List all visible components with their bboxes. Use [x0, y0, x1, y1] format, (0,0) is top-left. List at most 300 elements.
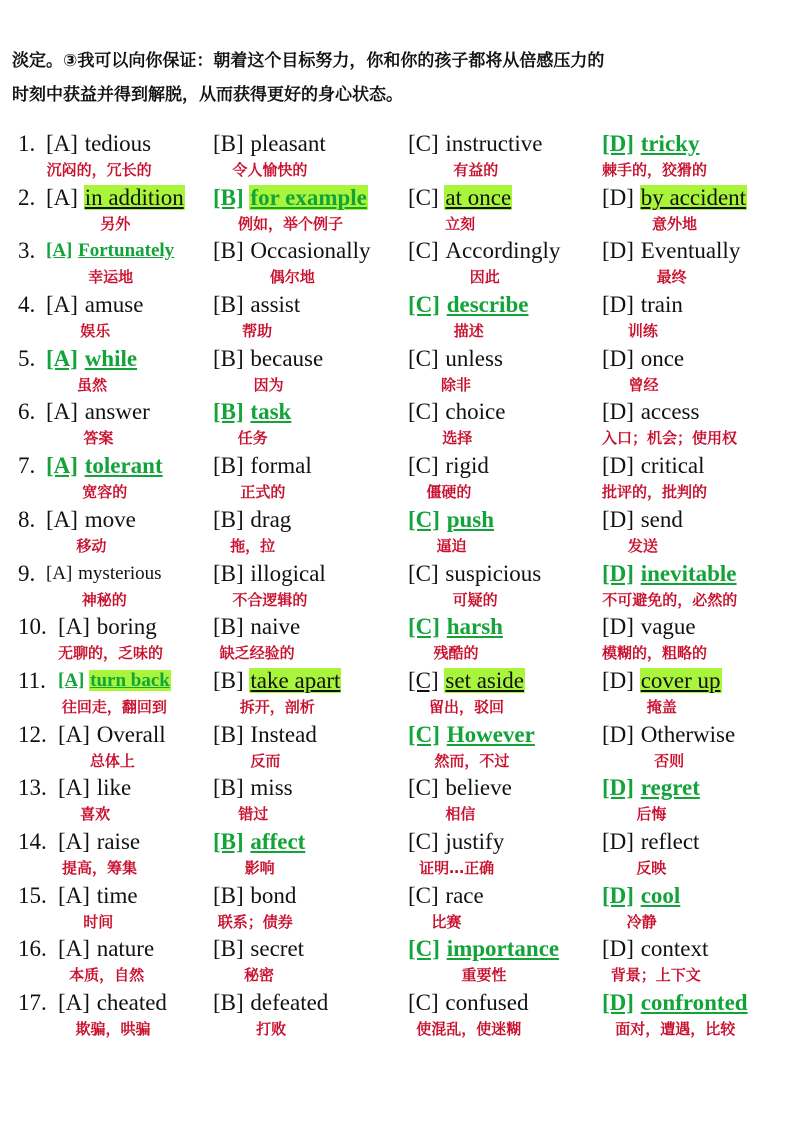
answer-option — [213, 396, 292, 450]
option-word: once — [640, 345, 685, 371]
question-number: 10. — [18, 614, 47, 640]
option-word: send — [640, 506, 683, 532]
chinese-translation: 另外 — [100, 214, 131, 233]
option-word: reflect — [640, 828, 700, 854]
question-row — [0, 558, 800, 612]
option-text — [213, 880, 297, 912]
answer-option — [46, 343, 138, 397]
option-word: justify — [445, 828, 505, 854]
option-letter: [A] — [58, 882, 90, 908]
option-letter: [C] — [408, 131, 439, 156]
question-number: 9. — [18, 560, 36, 586]
option-letter: [D] — [602, 345, 634, 371]
option-text — [58, 719, 167, 751]
option-text — [213, 772, 294, 804]
answer-option — [408, 772, 513, 826]
correct-answer — [602, 128, 700, 160]
option-text — [213, 665, 341, 697]
option-word: nature — [96, 936, 155, 962]
option-word: confronted — [640, 990, 748, 1015]
question-row — [0, 933, 800, 987]
option-word: train — [640, 292, 683, 318]
option-letter: [C] — [408, 614, 440, 640]
question-row — [0, 504, 800, 558]
chinese-translation: 移动 — [76, 536, 107, 555]
option-letter: [D] — [602, 292, 634, 318]
chinese-translation: 相信 — [445, 805, 476, 824]
option-word: by accident — [640, 184, 747, 210]
chinese-translation: 往回走，翻回到 — [61, 697, 167, 716]
correct-answer — [46, 235, 175, 267]
option-word: instructive — [445, 131, 543, 156]
option-letter: [C] — [408, 345, 439, 371]
option-letter: [D] — [602, 614, 634, 640]
option-text — [602, 504, 684, 536]
answer-option — [408, 719, 536, 773]
answer-option — [408, 558, 542, 612]
chinese-translation: 缺乏经验的 — [219, 644, 295, 663]
chinese-translation: 神秘的 — [81, 590, 127, 609]
chinese-translation: 拖，拉 — [230, 536, 276, 555]
answer-option — [213, 611, 301, 665]
answer-option — [408, 880, 485, 934]
option-text — [408, 182, 512, 214]
question-number: 13. — [18, 775, 47, 801]
option-word: defeated — [250, 990, 329, 1015]
option-word: Overall — [96, 721, 166, 747]
correct-answer — [602, 880, 681, 912]
correct-answer — [46, 343, 138, 375]
answer-option — [213, 665, 341, 719]
chinese-translation: 否则 — [654, 751, 685, 770]
answer-option — [213, 128, 327, 182]
question-row — [0, 826, 800, 880]
option-word: rigid — [445, 453, 489, 479]
option-text — [46, 396, 151, 428]
answer-option — [602, 933, 709, 987]
answer-option — [602, 182, 747, 236]
option-text — [213, 128, 327, 160]
question-number: 15. — [18, 882, 47, 908]
correct-answer — [58, 665, 171, 697]
option-word: turn back — [90, 669, 170, 691]
intro-line: 时刻中获益并得到解脱，从而获得更好的身心状态。 — [12, 85, 403, 105]
intro-paragraph — [12, 44, 788, 112]
option-letter: [D] — [602, 238, 634, 264]
question-number: 3. — [18, 238, 36, 264]
chinese-translation: 令人愉快的 — [232, 161, 308, 179]
question-row — [0, 450, 800, 504]
option-text — [46, 182, 185, 214]
option-text — [408, 450, 490, 482]
option-text — [602, 235, 741, 267]
answer-option — [408, 665, 525, 719]
option-word: believe — [445, 775, 512, 801]
chinese-translation: 例如，举个例子 — [237, 214, 343, 233]
intro-line: 淡定。③我可以向你保证：朝着这个目标努力，你和你的孩子都将从倍感压力的 — [12, 51, 605, 71]
chinese-translation: 不合逻辑的 — [232, 590, 308, 609]
chinese-translation: 无聊的，乏味的 — [58, 644, 164, 663]
option-word: Instead — [250, 721, 317, 747]
answer-option — [602, 289, 684, 343]
option-letter: [B] — [213, 506, 244, 532]
option-word: push — [446, 506, 495, 532]
option-word: confused — [445, 990, 529, 1015]
answer-option — [602, 235, 741, 289]
option-text — [408, 396, 506, 428]
option-letter: [D] — [602, 399, 634, 425]
chinese-translation: 本质，自然 — [69, 966, 145, 985]
option-letter: [B] — [213, 667, 244, 693]
option-text — [58, 772, 132, 804]
option-word: harsh — [446, 614, 503, 640]
correct-answer — [46, 450, 164, 482]
chinese-translation: 反映 — [636, 858, 667, 877]
option-letter: [D] — [602, 131, 634, 156]
chinese-translation: 拆开，剖析 — [239, 697, 315, 716]
chinese-translation: 提高，筹集 — [62, 858, 138, 877]
question-row — [0, 772, 800, 826]
chinese-translation: 秘密 — [244, 966, 275, 985]
correct-answer — [408, 289, 529, 321]
option-letter: [D] — [602, 882, 634, 908]
option-word: task — [250, 399, 292, 425]
chinese-translation: 宽容的 — [82, 483, 128, 502]
option-word: choice — [445, 399, 506, 425]
answer-option — [602, 719, 736, 773]
option-letter: [A] — [58, 721, 90, 747]
answer-option — [602, 880, 681, 934]
option-word: mysterious — [78, 562, 162, 584]
option-text — [213, 719, 318, 751]
option-text — [46, 128, 152, 160]
chinese-translation: 总体上 — [89, 751, 135, 770]
chinese-translation: 面对，遭遇，比较 — [615, 1020, 736, 1038]
option-word: tedious — [84, 131, 152, 156]
correct-answer — [408, 611, 504, 643]
answer-option — [46, 235, 175, 289]
chinese-translation: 不可避免的，必然的 — [602, 590, 738, 609]
option-letter: [B] — [213, 292, 244, 318]
option-letter: [A] — [58, 828, 90, 854]
option-letter: [A] — [58, 990, 90, 1015]
option-letter: [C] — [408, 990, 439, 1015]
chinese-translation: 留出，驳回 — [428, 697, 504, 716]
option-word: cool — [640, 882, 681, 908]
option-word: affect — [250, 828, 306, 854]
option-text — [602, 450, 706, 482]
question-number: 7. — [18, 453, 36, 479]
chinese-translation: 残酷的 — [433, 644, 479, 663]
option-letter: [A] — [46, 184, 78, 210]
chinese-translation: 描述 — [453, 322, 484, 341]
answer-option — [213, 880, 297, 934]
question-number: 4. — [18, 292, 36, 318]
chinese-translation: 冷静 — [626, 912, 657, 931]
chinese-translation: 比赛 — [431, 912, 462, 931]
answer-option — [602, 450, 706, 504]
question-row — [0, 880, 800, 934]
chinese-translation: 背景；上下文 — [610, 966, 701, 985]
question-row — [0, 289, 800, 343]
option-text — [408, 987, 529, 1019]
question-row — [0, 611, 800, 665]
option-word: drag — [250, 506, 292, 532]
chinese-translation: 使混乱，使迷糊 — [416, 1020, 522, 1038]
chinese-translation: 因为 — [253, 375, 284, 394]
correct-answer — [213, 826, 306, 858]
option-word: answer — [84, 399, 150, 425]
option-letter: [D] — [602, 560, 634, 586]
option-letter: [A] — [58, 614, 90, 640]
option-text — [213, 504, 292, 536]
option-letter: [D] — [602, 775, 634, 801]
option-letter: [A] — [58, 775, 90, 801]
option-letter: [A] — [46, 453, 78, 479]
question-row — [0, 719, 800, 773]
option-text — [213, 289, 301, 321]
option-letter: [B] — [213, 828, 244, 854]
answer-option — [408, 396, 506, 450]
option-text — [602, 396, 700, 428]
option-letter: [A] — [46, 131, 78, 156]
question-row — [0, 665, 800, 719]
option-word: context — [640, 936, 709, 962]
chinese-translation: 娱乐 — [80, 322, 111, 341]
chinese-translation: 然而，不过 — [434, 751, 510, 770]
chinese-translation: 立刻 — [445, 214, 476, 233]
chinese-translation: 时间 — [83, 912, 114, 931]
answer-option — [408, 504, 495, 558]
option-word: assist — [250, 292, 301, 318]
chinese-translation: 虽然 — [77, 375, 108, 394]
chinese-translation: 沉闷的，冗长的 — [46, 161, 152, 179]
chinese-translation: 因此 — [469, 268, 500, 287]
option-word: amuse — [84, 292, 144, 318]
option-letter: [B] — [213, 990, 244, 1015]
answer-option — [602, 987, 749, 1041]
answer-option — [58, 826, 141, 880]
option-letter: [B] — [213, 184, 244, 210]
correct-answer — [213, 396, 292, 428]
answer-option — [602, 558, 738, 612]
option-text — [408, 128, 544, 160]
answer-option — [408, 289, 529, 343]
option-text — [408, 826, 505, 858]
question-number: 2. — [18, 184, 36, 210]
chinese-translation: 掩盖 — [646, 697, 677, 716]
option-text — [46, 504, 137, 536]
answer-option — [408, 611, 504, 665]
answer-option — [58, 665, 171, 719]
option-word: illogical — [250, 560, 326, 586]
option-letter: [C] — [408, 292, 440, 318]
question-list — [0, 128, 800, 1041]
option-letter: [A] — [58, 669, 85, 691]
option-letter: [C] — [408, 882, 439, 908]
option-text — [213, 987, 329, 1019]
option-text — [58, 987, 168, 1019]
answer-option — [213, 289, 301, 343]
option-word: Accordingly — [445, 238, 561, 264]
option-word: secret — [250, 936, 305, 962]
question-number: 12. — [18, 721, 47, 747]
answer-option — [408, 826, 505, 880]
correct-answer — [408, 719, 536, 751]
answer-option — [408, 987, 529, 1041]
answer-option — [408, 343, 504, 397]
answer-option — [46, 182, 185, 236]
option-letter: [A] — [46, 292, 78, 318]
option-text — [58, 826, 141, 858]
option-word: importance — [446, 936, 560, 962]
option-letter: [D] — [602, 828, 634, 854]
question-number: 16. — [18, 936, 47, 962]
option-word: unless — [445, 345, 503, 371]
option-word: critical — [640, 453, 705, 479]
option-letter: [A] — [46, 240, 73, 262]
answer-option — [46, 558, 163, 612]
option-letter: [B] — [213, 453, 244, 479]
correct-answer — [602, 558, 738, 590]
question-number: 17. — [18, 990, 47, 1015]
option-word: inevitable — [640, 560, 737, 586]
chinese-translation: 逼迫 — [436, 536, 467, 555]
option-letter: [B] — [213, 721, 244, 747]
question-row — [0, 987, 800, 1041]
option-word: while — [84, 345, 138, 371]
option-letter: [A] — [46, 399, 78, 425]
option-text — [408, 880, 485, 912]
option-word: boring — [96, 614, 157, 640]
option-word: move — [84, 506, 136, 532]
option-letter: [D] — [602, 990, 634, 1015]
answer-option — [46, 450, 164, 504]
option-word: cover up — [640, 667, 721, 693]
chinese-translation: 重要性 — [461, 966, 507, 985]
chinese-translation: 可疑的 — [452, 590, 498, 609]
question-row — [0, 396, 800, 450]
chinese-translation: 选择 — [442, 429, 473, 448]
option-text — [408, 665, 525, 697]
option-text — [213, 558, 327, 590]
answer-option — [408, 182, 512, 236]
correct-answer — [602, 987, 749, 1019]
answer-option — [58, 611, 164, 665]
option-text — [602, 665, 722, 697]
answer-option — [213, 826, 306, 880]
option-letter: [B] — [213, 882, 244, 908]
option-word: Fortunately — [78, 240, 175, 262]
chinese-translation: 棘手的，狡猾的 — [602, 161, 708, 179]
option-letter: [D] — [602, 721, 634, 747]
option-word: for example — [250, 184, 367, 210]
answer-option — [46, 396, 151, 450]
chinese-translation: 正式的 — [240, 483, 286, 502]
chinese-translation: 反而 — [250, 751, 281, 770]
answer-option — [58, 772, 132, 826]
chinese-translation: 意外地 — [652, 214, 698, 233]
chinese-translation: 批评的，批判的 — [602, 483, 708, 502]
option-letter: [B] — [213, 775, 244, 801]
option-word: miss — [250, 775, 293, 801]
option-letter: [D] — [602, 184, 634, 210]
option-word: bond — [250, 882, 297, 908]
answer-option — [602, 128, 708, 182]
chinese-translation: 错过 — [238, 805, 269, 824]
option-text — [213, 933, 305, 965]
correct-answer — [408, 504, 495, 536]
chinese-translation: 欺骗，哄骗 — [75, 1020, 151, 1038]
option-letter: [B] — [213, 345, 244, 371]
question-number: 1. — [18, 131, 36, 156]
answer-option — [46, 289, 144, 343]
chinese-translation: 联系；债券 — [217, 912, 293, 931]
question-number: 11. — [18, 667, 46, 693]
option-letter: [C] — [408, 936, 440, 962]
chinese-translation: 入口；机会；使用权 — [602, 429, 738, 448]
answer-option — [602, 343, 685, 397]
question-number: 8. — [18, 506, 36, 532]
answer-option — [408, 933, 560, 987]
option-letter: [C] — [408, 399, 439, 425]
option-letter: [D] — [602, 667, 634, 693]
answer-option — [408, 235, 561, 289]
option-text — [213, 343, 324, 375]
answer-option — [602, 826, 700, 880]
question-row — [0, 182, 800, 236]
chinese-translation: 影响 — [244, 858, 275, 877]
option-letter: [C] — [408, 828, 439, 854]
option-letter: [B] — [213, 614, 244, 640]
option-text — [602, 933, 709, 965]
answer-option — [408, 128, 544, 182]
chinese-translation: 帮助 — [242, 322, 273, 341]
option-text — [408, 235, 561, 267]
option-text — [408, 343, 504, 375]
chinese-translation: 有益的 — [453, 161, 499, 179]
chinese-translation: 幸运地 — [88, 268, 134, 287]
answer-option — [213, 450, 313, 504]
option-word: regret — [640, 775, 700, 801]
option-word: take apart — [250, 667, 341, 693]
chinese-translation: 喜欢 — [80, 805, 111, 824]
answer-option — [58, 987, 168, 1041]
option-word: race — [445, 882, 484, 908]
option-letter: [D] — [602, 506, 634, 532]
option-letter: [B] — [213, 936, 244, 962]
answer-option — [213, 182, 368, 236]
option-letter: [A] — [58, 936, 90, 962]
correct-answer — [602, 772, 701, 804]
chinese-translation: 除非 — [440, 375, 471, 394]
option-letter: [C] — [408, 453, 439, 479]
option-text — [602, 182, 747, 214]
option-word: pleasant — [250, 131, 326, 156]
chinese-translation: 打败 — [256, 1020, 287, 1038]
option-text — [602, 826, 700, 858]
chinese-translation: 偶尔地 — [269, 268, 315, 287]
option-letter: [C] — [408, 560, 439, 586]
option-word: However — [446, 721, 535, 747]
option-text — [408, 558, 542, 590]
option-text — [46, 289, 144, 321]
option-letter: [D] — [602, 453, 634, 479]
option-letter: [B] — [213, 238, 244, 264]
chinese-translation: 模糊的，粗略的 — [602, 644, 708, 663]
option-letter: [C] — [408, 238, 439, 264]
question-number: 5. — [18, 345, 36, 371]
